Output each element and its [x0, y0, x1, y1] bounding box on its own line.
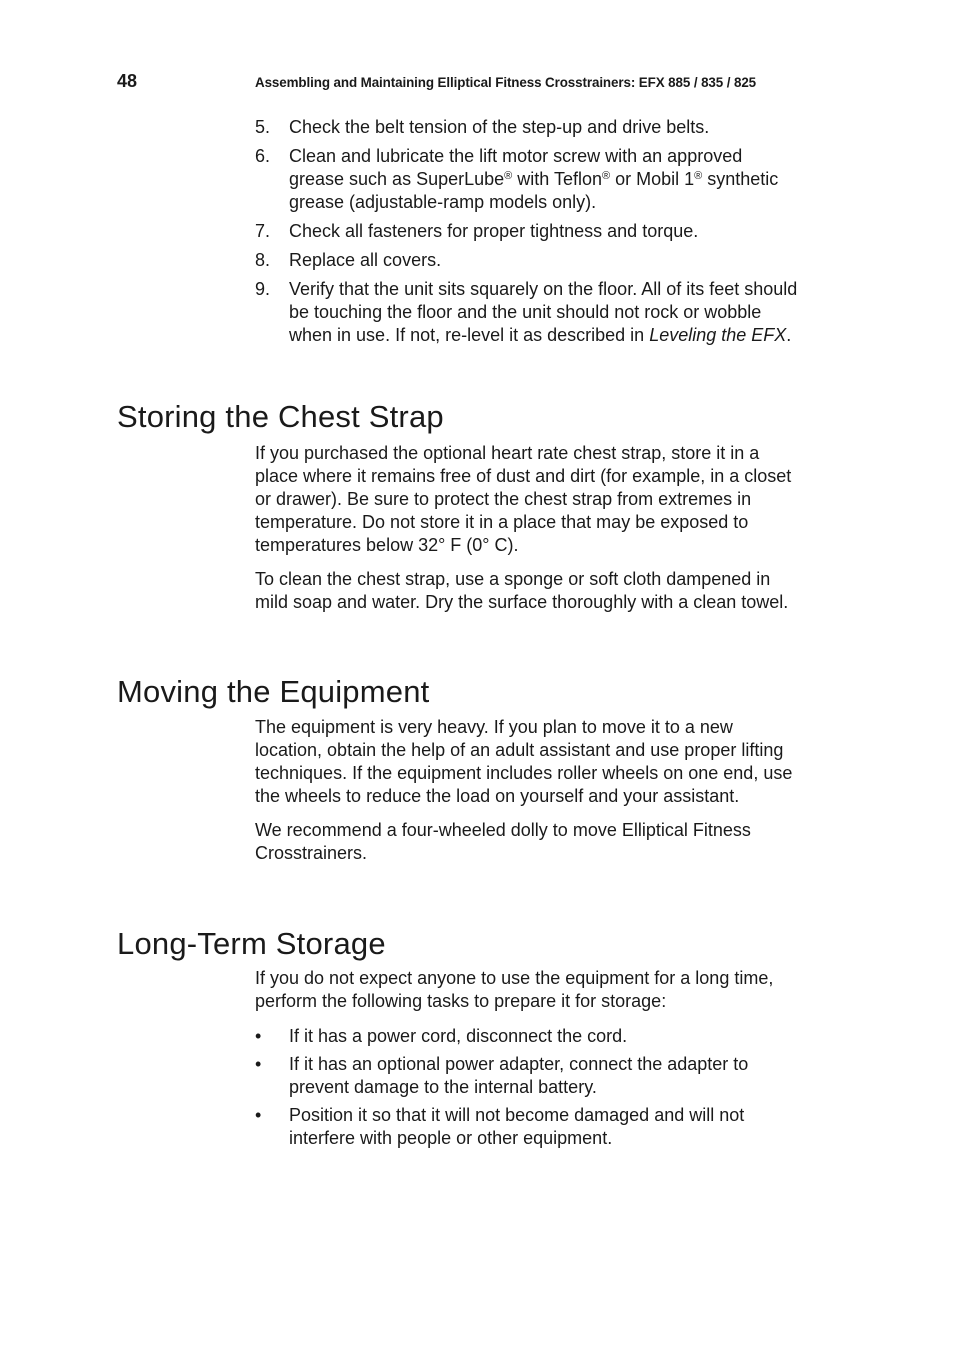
registered-mark: ® [601, 170, 611, 182]
section-body-chest-strap [255, 442, 800, 625]
step-text: Replace all covers. [289, 250, 442, 270]
step-number: 6. [255, 146, 271, 166]
step-text-part: Clean and lubricate the lift motor screw with an approved grease such as SuperLube [289, 146, 743, 189]
registered-mark: ® [504, 170, 513, 182]
list-item [255, 220, 800, 243]
step-text [289, 146, 778, 212]
list-item [255, 116, 800, 139]
list-item [255, 1025, 800, 1048]
bullet-text: If it has an optional power adapter, connect the adapter to prevent damage to the internal battery. [289, 1054, 749, 1097]
running-header: Assembling and Maintaining Elliptical Fitness Crosstrainers: EFX 885 / 835 / 825 [255, 75, 757, 90]
list-item [255, 278, 800, 347]
paragraph: If you do not expect anyone to use the equipment for a long time, perform the following tasks to prepare it for storage: [255, 968, 774, 1011]
step-number: 8. [255, 250, 271, 270]
bullet-text: Position it so that it will not become damaged and will not interfere with people or other equipment. [289, 1105, 745, 1148]
page-number: 48 [117, 71, 138, 91]
step-text-part: synthetic grease (adjustable-ramp models only). [289, 169, 779, 212]
paragraph: To clean the chest strap, use a sponge or soft cloth dampened in mild soap and water. Dry the surface thoroughly with a clean towel. [255, 569, 789, 612]
list-item [255, 249, 800, 272]
bullet-text: If it has a power cord, disconnect the cord. [289, 1026, 628, 1046]
section-heading-chest-strap: Storing the Chest Strap [117, 399, 444, 434]
step-number: 5. [255, 117, 271, 137]
step-text: Check the belt tension of the step-up and drive belts. [289, 117, 710, 137]
storage-tasks-list [255, 1025, 800, 1150]
registered-mark: ® [694, 170, 703, 182]
list-item [255, 1104, 800, 1150]
section-body-long-term-storage [255, 967, 800, 1155]
bullet-icon: • [255, 1026, 262, 1046]
section-body-moving [255, 716, 800, 876]
step-text-part: Verify that the unit sits squarely on the floor. All of its feet should be touching the floor and the unit should not rock or wobble when in use. If not, re-level it as described in [289, 279, 798, 345]
step-number: 7. [255, 221, 271, 241]
step-text-end: . [786, 325, 792, 345]
paragraph: The equipment is very heavy. If you plan to move it to a new location, obtain the help of an adult assistant and use proper lifting techniques. If the equipment includes roller wheels on one end, use the wheels to reduce the load on yourself and your assistant. [255, 717, 793, 806]
list-item [255, 1053, 800, 1099]
list-item [255, 145, 800, 214]
section-heading-moving: Moving the Equipment [117, 674, 430, 709]
bullet-icon: • [255, 1105, 262, 1125]
cross-reference: Leveling the EFX [649, 325, 787, 345]
maintenance-steps-list [255, 116, 800, 353]
bullet-icon: • [255, 1054, 262, 1074]
paragraph: If you purchased the optional heart rate chest strap, store it in a place where it remains free of dust and dirt (for example, in a closet or drawer). Be sure to protect the chest strap from extremes in temperature. Do not store it in a place that may be exposed to temperatures below 32° F (0° C). [255, 443, 792, 555]
paragraph: We recommend a four-wheeled dolly to move Elliptical Fitness Crosstrainers. [255, 820, 751, 863]
step-text-part: with Teflon [512, 169, 602, 189]
section-heading-long-term-storage: Long-Term Storage [117, 926, 386, 961]
step-number: 9. [255, 279, 271, 299]
step-text [289, 279, 797, 345]
step-text: Check all fasteners for proper tightness and torque. [289, 221, 699, 241]
step-text-part: or Mobil 1 [610, 169, 695, 189]
